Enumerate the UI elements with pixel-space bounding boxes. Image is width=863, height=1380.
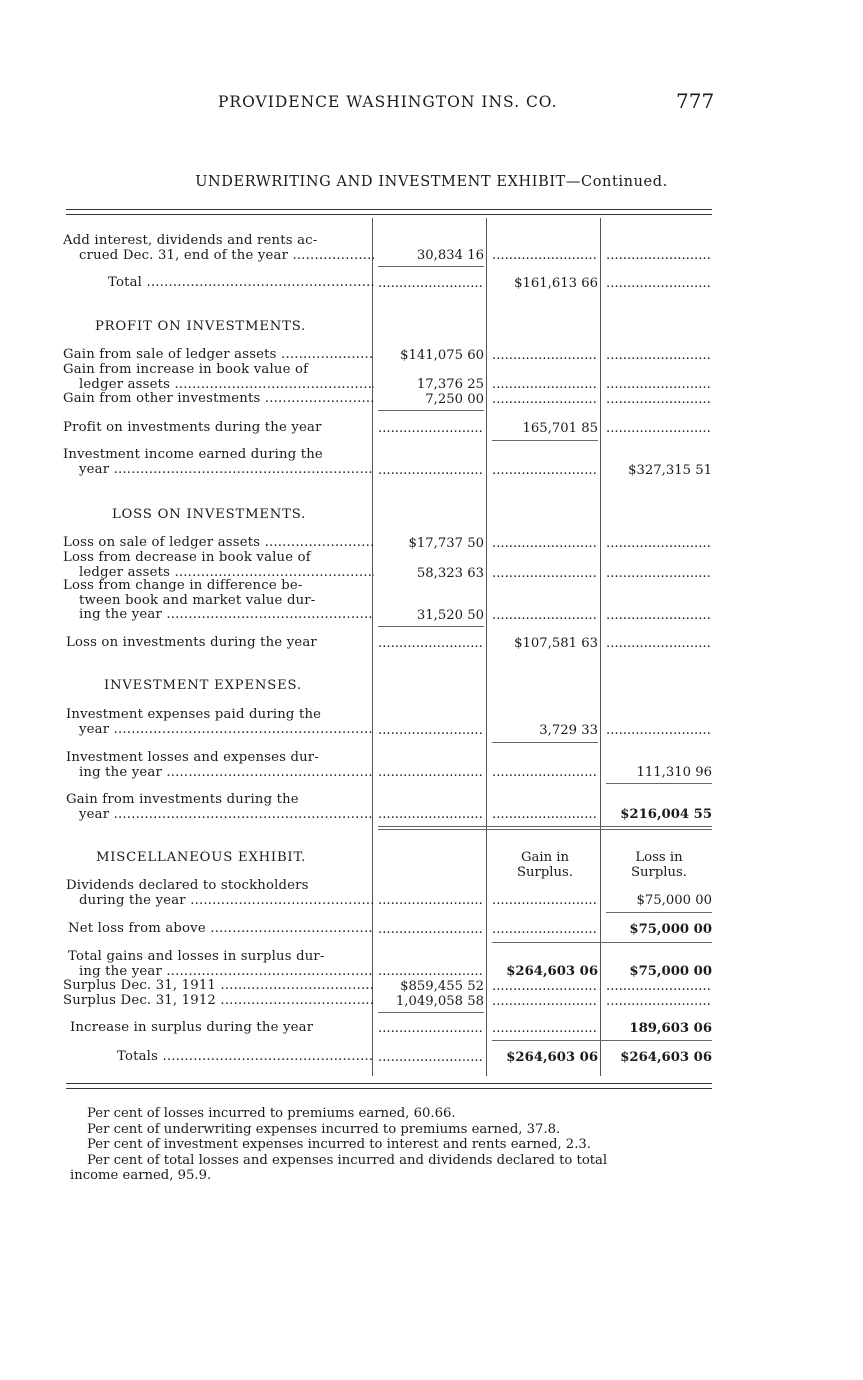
leader-dots (606, 392, 712, 407)
column-divider-3 (600, 218, 601, 1076)
leader-dots (378, 893, 484, 908)
leader-dots (378, 1021, 484, 1036)
rule (606, 912, 712, 913)
column-head-loss-surplus: Loss in Surplus. (631, 850, 687, 880)
note-total-losses: Per cent of total losses and expenses incurred and dividends declared to total (87, 1152, 608, 1168)
leader-dots (492, 807, 598, 822)
leader-dots (378, 276, 484, 291)
total-gains-gain-amount: $264,603 06 (506, 964, 598, 979)
gain-other-amount: 7,250 00 (425, 392, 484, 407)
leader-dots (606, 421, 712, 436)
note-investment-expenses: Per cent of investment expenses incurred to interest and rents earned, 2.3. (87, 1137, 591, 1152)
row-losses-expenses: Investment losses and expenses dur- ing the year ..... (63, 751, 374, 780)
rule (378, 1012, 484, 1013)
net-loss-amount: $75,000 00 (629, 922, 712, 937)
leader-dots (606, 608, 712, 623)
gain-investments-amount: $216,004 55 (620, 807, 712, 822)
leader-dots (378, 922, 484, 937)
leader-dots (378, 636, 484, 651)
leader-dots (492, 979, 598, 994)
rule (492, 742, 598, 743)
row-profit-during: Profit on investments during the year (63, 421, 322, 435)
leader-dots (492, 392, 598, 407)
increase-surplus-amount: 189,603 06 (629, 1021, 712, 1036)
leader-dots (492, 377, 598, 392)
leader-dots (492, 463, 598, 478)
row-loss-sale: Loss on sale of ledger assets ..... (63, 536, 374, 551)
dividends-amount: $75,000 00 (636, 893, 712, 908)
leader-dots (606, 636, 712, 651)
gain-increase-amount: 17,376 25 (416, 377, 484, 392)
surplus-1912-amount: 1,049,058 58 (395, 994, 484, 1009)
gain-sale-amount: $141,075 60 (400, 348, 484, 363)
add-interest-amount: 30,834 16 (416, 248, 484, 263)
section-heading-expenses: INVESTMENT EXPENSES. (104, 678, 302, 693)
note-underwriting: Per cent of underwriting expenses incurred to premiums earned, 37.8. (87, 1121, 561, 1137)
loss-decrease-amount: 58,323 63 (416, 566, 484, 581)
expenses-paid-amount: 3,729 33 (539, 723, 598, 738)
leader-dots (606, 248, 712, 263)
leader-dots (378, 463, 484, 478)
rule (606, 783, 712, 784)
leader-dots (378, 723, 484, 738)
leader-dots (492, 248, 598, 263)
row-loss-decrease: Loss from decrease in book value of ledger assets ..... (63, 551, 374, 580)
rule (378, 626, 484, 627)
note-losses: Per cent of losses incurred to premiums earned, 60.66. (87, 1106, 456, 1121)
loss-sale-amount: $17,737 50 (408, 536, 484, 551)
leader-dots (606, 377, 712, 392)
section-heading-loss: LOSS ON INVESTMENTS. (112, 507, 307, 522)
loss-during-amount: $107,581 63 (514, 636, 598, 651)
row-totals: Totals ..... (63, 1050, 374, 1065)
leader-dots (606, 566, 712, 581)
leader-dots (606, 979, 712, 994)
column-divider-2 (486, 218, 487, 1076)
row-surplus-1911: Surplus Dec. 31, 1911 ..... (63, 979, 374, 994)
leader-dots (606, 723, 712, 738)
rule (378, 410, 484, 411)
leader-dots (606, 348, 712, 363)
leader-dots (378, 807, 484, 822)
leader-dots (378, 1050, 484, 1065)
totals-loss-amount: $264,603 06 (620, 1050, 712, 1065)
row-total-gains: Total gains and losses in surplus dur- ing the year ..... (63, 950, 374, 979)
row-investment-income: Investment income earned during the year ..... (63, 448, 374, 477)
leader-dots (492, 348, 598, 363)
column-head-gain-surplus: Gain in Surplus. (517, 850, 573, 880)
rule (378, 266, 484, 267)
leader-dots (492, 608, 598, 623)
note-total-losses-continued: income earned, 95.9. (70, 1168, 212, 1183)
rule (492, 942, 712, 943)
row-gain-other: Gain from other investments ..... (63, 392, 374, 407)
losses-expenses-amount: 111,310 96 (636, 765, 712, 780)
leader-dots (606, 276, 712, 291)
row-expenses-paid: Investment expenses paid during the year ..... (63, 708, 374, 737)
total-amount: $161,613 66 (514, 276, 598, 291)
total-gains-loss-amount: $75,000 00 (629, 964, 712, 979)
leader-dots (606, 536, 712, 551)
row-total: Total ..... (63, 276, 374, 291)
leader-dots (378, 421, 484, 436)
double-rule (378, 826, 712, 830)
row-add-interest: Add interest, dividends and rents ac- crued Dec. 31, end of the year ..... (63, 234, 374, 263)
row-dividends: Dividends declared to stockholders during the year ..... (63, 879, 374, 908)
leader-dots (492, 893, 598, 908)
row-increase-surplus: Increase in surplus during the year (70, 1021, 314, 1035)
leader-dots (492, 566, 598, 581)
profit-during-amount: 165,701 85 (522, 421, 598, 436)
leader-dots (492, 1021, 598, 1036)
row-gain-increase: Gain from increase in book value of ledger assets ..... (63, 363, 374, 392)
row-surplus-1912: Surplus Dec. 31, 1912 ..... (63, 994, 374, 1009)
leader-dots (606, 994, 712, 1009)
section-heading-profit: PROFIT ON INVESTMENTS. (95, 319, 307, 334)
section-heading-misc: MISCELLANEOUS EXHIBIT. (96, 850, 307, 865)
investment-income-amount: $327,315 51 (628, 463, 712, 478)
running-title: PROVIDENCE WASHINGTON INS. CO. (218, 93, 558, 111)
bottom-double-rule (66, 1083, 712, 1089)
row-net-loss: Net loss from above ..... (63, 922, 374, 937)
leader-dots (492, 994, 598, 1009)
leader-dots (492, 765, 598, 780)
exhibit-title: UNDERWRITING AND INVESTMENT EXHIBIT—Continued. (195, 174, 668, 190)
percentage-notes (70, 1106, 730, 1184)
totals-gain-amount: $264,603 06 (506, 1050, 598, 1065)
leader-dots (378, 765, 484, 780)
rule (492, 1040, 712, 1041)
leader-dots (492, 536, 598, 551)
row-loss-during: Loss on investments during the year (66, 636, 317, 650)
row-loss-change: Loss from change in difference be- tween book and market value dur- ing the year ..... (63, 579, 374, 623)
page-number: 777 (676, 89, 715, 113)
row-gain-investments: Gain from investments during the year ..... (63, 793, 374, 822)
row-gain-sale: Gain from sale of ledger assets ..... (63, 348, 374, 363)
rule (492, 440, 598, 441)
leader-dots (378, 964, 484, 979)
surplus-1911-amount: $859,455 52 (400, 979, 484, 994)
leader-dots (492, 922, 598, 937)
loss-change-amount: 31,520 50 (416, 608, 484, 623)
